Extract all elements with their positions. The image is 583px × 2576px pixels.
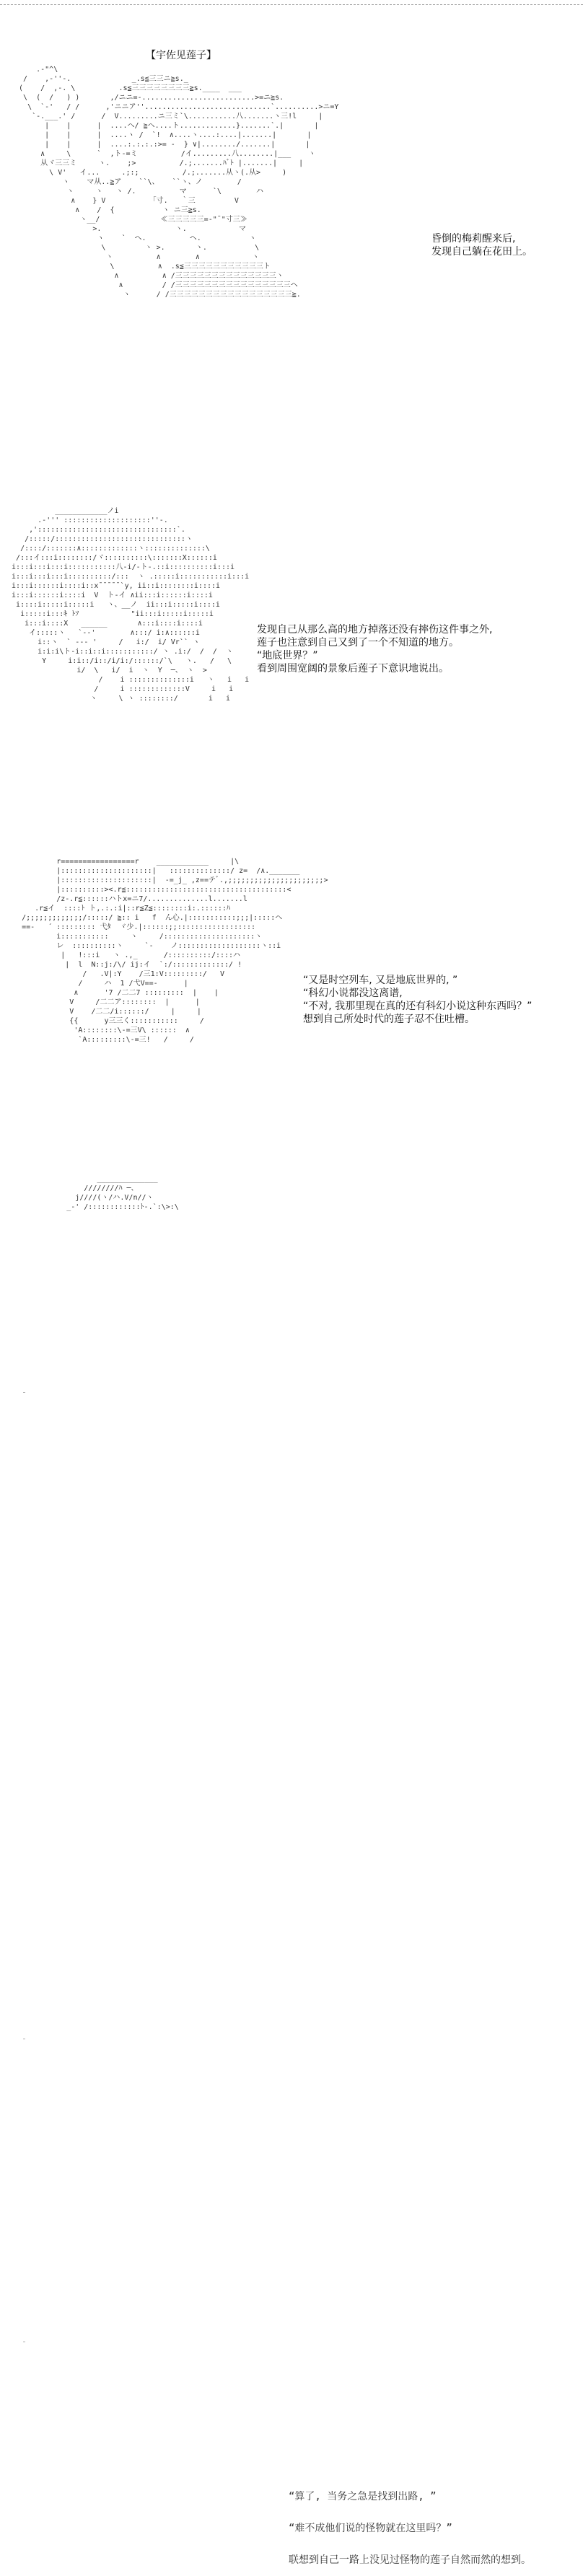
ascii-art-panel-2: ____________ノi .-''' ::::::::::::::::::::''-. ,'::::::::::::::::::::::::::::::::`. /:::::/::::::::::::::::::::::::::::::ヽ /::::/:::::::∧:::::::::::::ヽ::::::::::::::\ /:::イ:::i::::::::/ヾ::::::::::\:::::::X::::::i i:::i:::i:::i:::::::::::八-i/-ト-.::i::::::::::i:::i i:::i:::i:::i::::::::::/::: ヽ .:::::i:::::::::::i:::i i:::i::::::i::::i::x¯¯¯¯¯`y, ii::i::::::::i::::i i:::i::::::i::::i V ト-イ ∧ii:::i::::::i::::i i::::i:::::i:::::i ヽ、__ノ ii:::i:::::i::::i i:::::i:::ｷ ﾄｿ "ii:::i:::::i:::::i i:::i::::X ______ ∧:::i::::i::::i イ:::::ヽ `--' ∧:::/ i:∧::::::i i::ヽ ` ‐-‐ ' / i:/ i/ Vr`` ヽ i:i:i\ト-i::i::i:::::::::::/ ヽ .i:/ / / ヽ Y i:i::/i::/i/i:/::::::/`\ ヽ. / \ i/ \ i/ i ヽ Y ─、 ヽ > / i ::::::::::::::i ヽ i i / i :::::::::::::V i i ヽ \ ヽ ::::::::/ i i (12, 507, 250, 703)
caption-line: “不对, 我那里现在真的还有科幻小说这种东西吗？” (303, 1001, 532, 1012)
caption-line: 想到自己所处时代的莲子忍不住吐槽。 (303, 1014, 475, 1025)
panel-2-caption (257, 623, 492, 675)
caption-line: 看到周围宽阔的景象后莲子下意识地说出。 (257, 663, 449, 674)
panel-1-caption (431, 232, 532, 258)
caption-line: 发现自己从那么高的地方掉落还没有摔伤这件事之外, (257, 624, 493, 636)
caption-line: 联想到自己一路上没见过怪物的莲子自然而然的想到。 (289, 2554, 531, 2566)
caption-line: “难不成他们说的怪物就在这里吗？” (289, 2523, 452, 2534)
ascii-art-panel-4: ______________ ////////ﾊ ─、 j////(ヽ/ハ.V/n//ヽ _-' /::::::::::::ﾄ-.`:\>:\ “算了, 当务之急是找到出路, ” “难不成他们说的怪物就在这里吗？” 联想到自己一路上没见过怪物的莲子自然而然的想到。 (23, 1174, 179, 1306)
caption-line: “科幻小说都没这离谱, (303, 988, 403, 999)
page-title: 【宇佐见莲子】 (146, 50, 216, 61)
ascii-art-panel-1: .-"^\ / ,-''-. _.s≦三三ニ≧s._ ( / ,-. \ .s≦三三三三三三三三≧s.____ ___ \ ( / ) ) ,/ニニ=-..........................>=ニ≧s. \ `-' / / ,'ニニア''.............................`..........>ニ=Y `-.___.' / / V.........ニ三ミ`\...........八.......ヽ三!l | | | | ....ヘ/ ≧ヘ....ト.............}.......`.| | | | | ....ヽ / `! ∧....ヽ....:....|.......| | | | | ....:.:.:.:>= - } ∨|......../.......| | ∧ \ ` ,ト-=ミ /イ.........八........|___ ヽ 从ヾ三三ミ ヽ. ;> /.;.......ﾊﾞﾄ |.......| | \ V' イ... .;:; /.;.......从ヽ(.从> ) ヽ マ从..≧ア ``\、 ``ヽ、ノ / ヽ ヽ ヽ /. マ `\ ハ ∧ } V 「寸. ｀三 V ∧ / { ヽ ニ三≧s. ヽ__/ ≪三三三三三=-"¯"寸三≫ >. ヽ. マ ヽ ` へ. ヘ. ヽ \ ヽ >. ヽ. \ ヽ ∧ ∧ ヽ \ ∧ .s≦三三三三三三三三三三三ト ∧ ∧ /三三三三三三三三三三三三三三ヽ ∧ / /三三三三三三三三三三三三三三三三ヘ ヽ / /三三三三三三三三三三三三三三三三三≧. (19, 66, 339, 299)
caption-line: “又是时空列车, 又是地底世界的, ” (303, 975, 458, 986)
panel-4-caption (289, 2471, 531, 2576)
caption-line: 发现自己躺在花田上。 (431, 246, 532, 258)
caption-line: 莲子也注意到自己又到了一个不知道的地方。 (257, 637, 459, 649)
top-dashed-divider (0, 4, 583, 5)
ascii-art-panel-3: r=================r ____________ |\ |:::::::::::::::::::::| ::::::::::::::/ z= /∧._______ |:::::::::::::::::::::| -=_j_ ,z==テﾞ.,;;;;;;;;;;;;;;;;;;;;;;> |::::::::::><.r≦:::::::::::::::::::::::::::::::::::::< /z-.r≦::::::ハトx=ニ7/..............l.......l .r≦イ ::::ﾄ ト,.:.:i|::r≦Z≦::::::::i:.::::::ﾊ /;;;;;;;;;;;;;/:::::/ ≧:: i f ん心.|:::::::::::;;;|:::::ヘ ==- ´ ::::::::: 弋ﾀ ヾ少.|::::::;;:::::::::::::::::: i::::::::::: ヽ /:::::::::::::::::::::ヽ レ ::::::::::ヽ `- ノ:::::::::::::::::::ヽ::i | !:::i ヽ .,_ /::::::::::/::::ハ | l N::j:/\/ ij:イ `:/:::::::::::::/ ! / .V|:Y /三1:V:::::::::/ V / ハ 1 /弋V==- | ∧ '7 /二二7 ::::::::: | | V /二二ア:::::::: | | V /二二/i::::::/ | | {{ y三三く::::::::::: / 'A::::::::\-=三V\ :::::: ∧ `A:::::::::\-=三! / / (22, 858, 328, 1044)
caption-line: “算了, 当务之急是找到出路, ” (289, 2491, 437, 2502)
caption-line: 昏倒的梅莉醒来后, (431, 233, 516, 245)
panel-3-caption (303, 974, 532, 1026)
caption-line: “地底世界？” (257, 650, 318, 661)
left-edge-mark (23, 1392, 25, 1393)
